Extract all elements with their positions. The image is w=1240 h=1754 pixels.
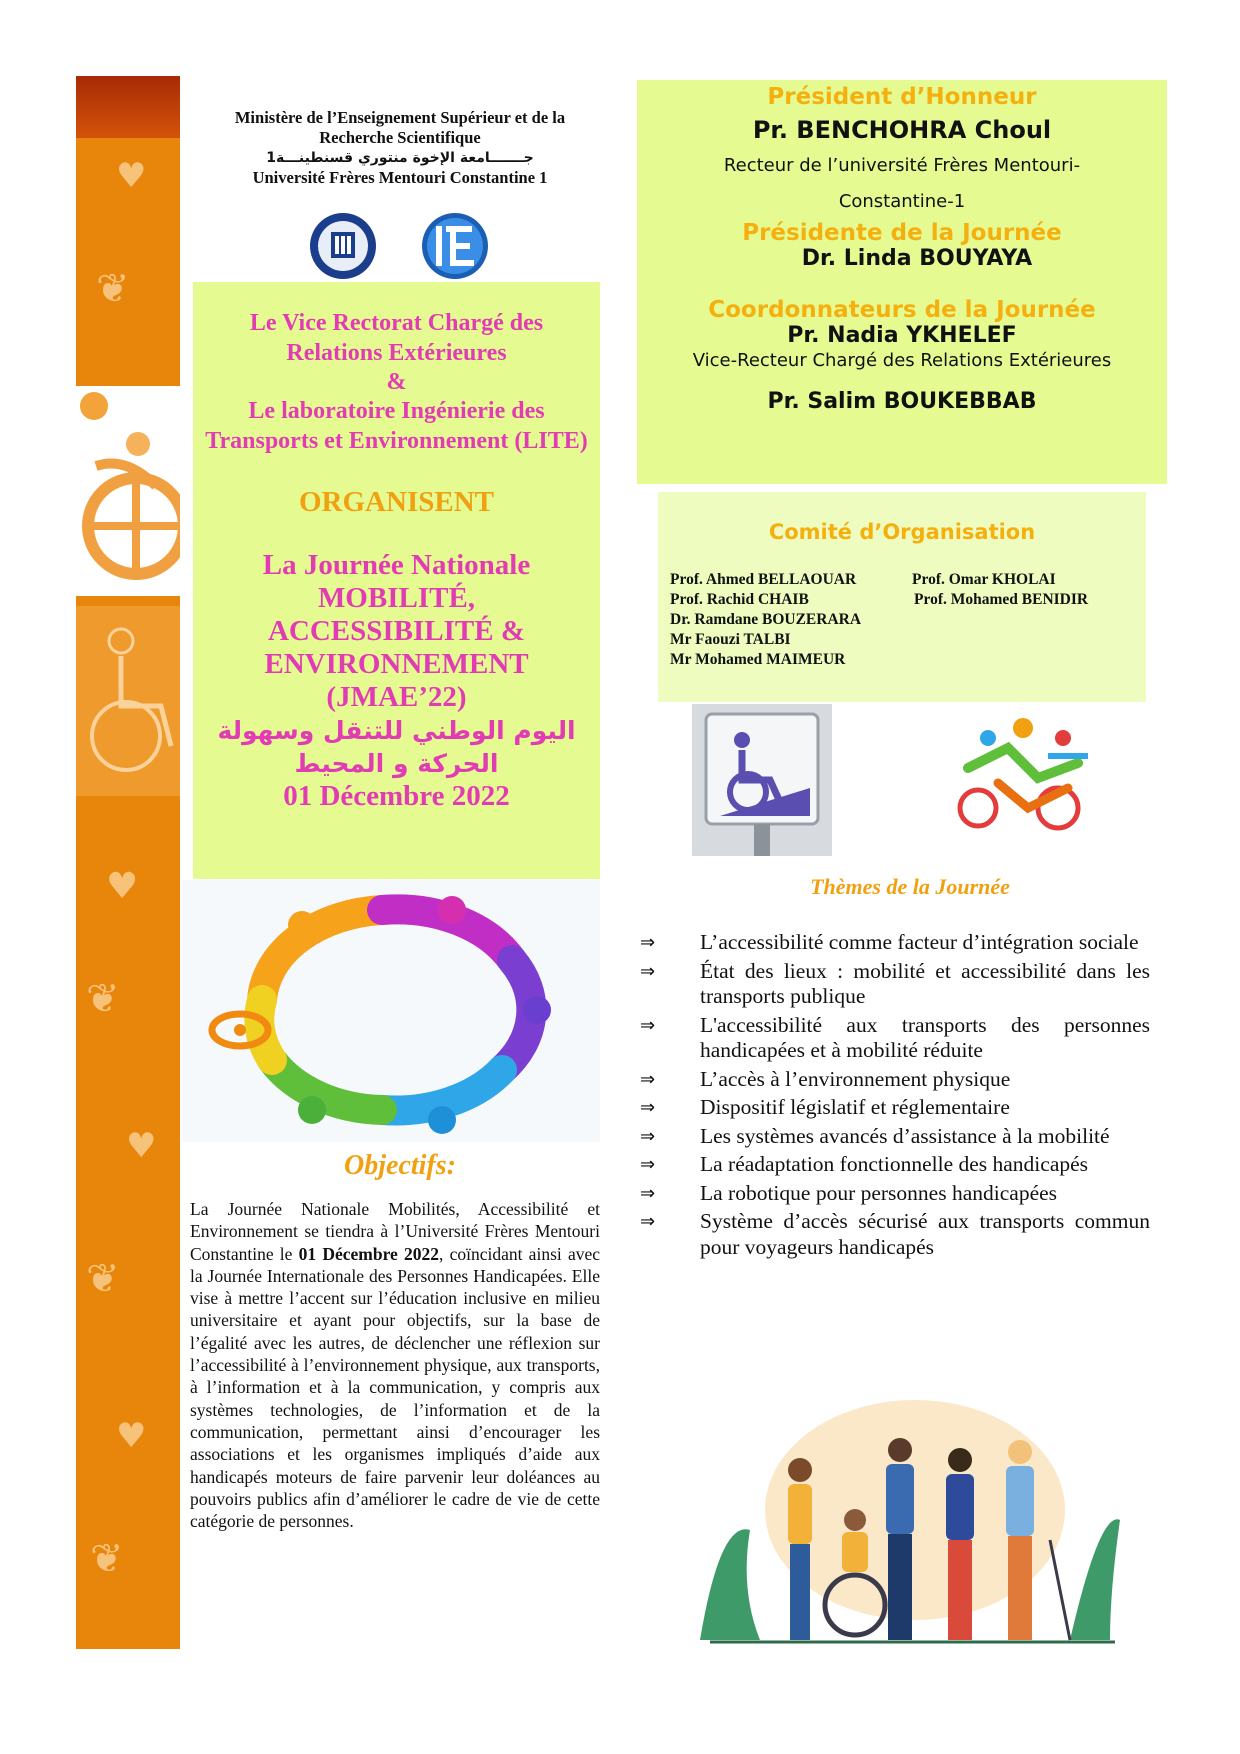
organisent-label: ORGANISENT bbox=[299, 486, 494, 518]
strip-wheelchair-panel bbox=[76, 386, 180, 596]
theme-text: Système d’accès sécurisé aux transports commun pour voyageurs handicapés bbox=[700, 1209, 1150, 1259]
themes-list bbox=[640, 930, 1150, 1263]
officials-panel bbox=[637, 80, 1167, 484]
theme-text: Les systèmes avancés d’assistance à la mobilité bbox=[700, 1123, 1110, 1148]
list-item bbox=[640, 1209, 1150, 1260]
theme-text: La robotique pour personnes handicapées bbox=[700, 1180, 1058, 1205]
arabic-university-name: جـــــــامعة الإخوة منتوري قسنطينـــة1 bbox=[266, 150, 534, 166]
coordinator-1-role: Vice-Recteur Chargé des Relations Extérieures bbox=[692, 350, 1112, 371]
diverse-people-icon bbox=[690, 1390, 1130, 1650]
arrow-icon: ⇒ bbox=[640, 1154, 656, 1175]
honor-name: Pr. BENCHOHRA Choul bbox=[752, 116, 1052, 144]
event-intro: La Journée Nationale bbox=[262, 549, 531, 581]
list-item bbox=[640, 1067, 1150, 1093]
committee-member: Mr Faouzi TALBI bbox=[670, 631, 791, 648]
objectives-date: 01 Décembre 2022 bbox=[298, 1243, 440, 1264]
list-item bbox=[640, 1152, 1150, 1178]
heart-icon: ♥ bbox=[126, 1126, 157, 1166]
themes-title: Thèmes de la Journée bbox=[810, 874, 1010, 899]
inclusion-circle-illustration bbox=[182, 880, 600, 1142]
theme-text: La réadaptation fonctionnelle des handicapés bbox=[700, 1152, 1089, 1176]
logos-row bbox=[300, 210, 500, 280]
theme-text: L’accessibilité comme facteur d’intégration sociale bbox=[700, 930, 1139, 954]
sports-people-icon bbox=[948, 708, 1098, 838]
event-arabic-name: اليوم الوطني للتنقل وسهولة الحركة و المحيط bbox=[217, 716, 576, 778]
arrow-icon: ⇒ bbox=[640, 1211, 656, 1232]
people-group-illustration bbox=[690, 1390, 1130, 1650]
arrow-icon: ⇒ bbox=[640, 960, 656, 982]
flourish-icon: ❦ bbox=[90, 1536, 124, 1582]
coordinators-title: Coordonnateurs de la Journée bbox=[708, 297, 1096, 323]
president-name: Dr. Linda BOUYAYA bbox=[801, 246, 1033, 271]
heart-icon: ♥ bbox=[106, 866, 139, 907]
lite-logo-icon bbox=[420, 210, 500, 280]
organizer-vice-rectorat: Le Vice Rectorat Chargé des Relations Extérieures bbox=[249, 310, 544, 366]
committee-panel bbox=[658, 492, 1146, 702]
theme-text: Dispositif législatif et réglementaire bbox=[700, 1095, 1010, 1119]
organizer-ampersand: & bbox=[386, 369, 407, 395]
list-item bbox=[640, 959, 1150, 1010]
event-name-line-1: MOBILITÉ, bbox=[317, 582, 476, 614]
event-name-line-3: ENVIRONNEMENT bbox=[264, 648, 529, 680]
heart-icon: ♥ bbox=[116, 156, 147, 196]
left-decorative-strip bbox=[76, 76, 180, 1649]
committee-member: Prof. Rachid CHAIB bbox=[670, 591, 809, 608]
arrow-icon: ⇒ bbox=[640, 932, 656, 953]
organizers-panel bbox=[193, 282, 600, 879]
university-name: Université Frères Mentouri Constantine 1 bbox=[252, 168, 548, 187]
committee-title: Comité d’Organisation bbox=[768, 520, 1036, 544]
list-item bbox=[640, 930, 1150, 956]
committee-member: Prof. Mohamed BENIDIR bbox=[914, 591, 1089, 608]
list-item bbox=[640, 1181, 1150, 1207]
event-acronym: (JMAE’22) bbox=[326, 681, 467, 713]
theme-text: L’accès à l’environnement physique bbox=[700, 1066, 1011, 1091]
objectives-text-part-1: La Journée Nationale Mobilités, Accessibilité et Environnement se tiendra à l’Université Frères Mentouri Constantine le bbox=[190, 1199, 600, 1264]
event-date: 01 Décembre 2022 bbox=[283, 780, 510, 812]
flourish-icon: ❦ bbox=[96, 266, 130, 312]
objectives-text-part-2: , coïncidant ainsi avec la Journée Internationale des Personnes Handicapées. Elle vise à mettre l’accent sur l’éducation inclusive en milieu universitaire et ayant pour objectifs, sur la base de l’égalité avec les autres, de déclencher une réflexion sur l’accessibilité à l’environnement physique, aux transports, à l’information et à la communication, y compris aux systèmes technologies, de l’information et de la communication, permettant ainsi d’encourager les associations et les organismes impliqués d’aide aux handicapés moteurs de faire parvenir leur doléances au pouvoirs publics afin d’améliorer le cadre de vie de cette catégorie de personnes. bbox=[190, 1243, 600, 1532]
adaptive-sports-illustration bbox=[948, 708, 1098, 838]
list-item bbox=[640, 1013, 1150, 1064]
arrow-icon: ⇒ bbox=[640, 1097, 656, 1118]
coordinator-1-name: Pr. Nadia YKHELEF bbox=[787, 323, 1017, 348]
committee-column-1 bbox=[670, 570, 861, 670]
theme-text: État des lieux : mobilité et accessibilité dans les transports publique bbox=[700, 958, 1150, 1008]
strip-wheelchair-outline-panel bbox=[76, 606, 180, 796]
institution-header bbox=[190, 108, 610, 188]
objectives-title: Objectifs: bbox=[344, 1150, 456, 1181]
theme-text: L'accessibilité aux transports des personnes handicapées et à mobilité réduite bbox=[700, 1012, 1150, 1062]
wheelchair-athlete-icon bbox=[76, 386, 180, 596]
honor-role: Recteur de l’université Frères Mentouri-Constantine-1 bbox=[723, 155, 1081, 212]
event-name-line-2: ACCESSIBILITÉ & bbox=[267, 615, 526, 647]
list-item bbox=[640, 1124, 1150, 1150]
people-circle-icon bbox=[182, 880, 600, 1142]
arrow-icon: ⇒ bbox=[640, 1182, 656, 1204]
objectives-text bbox=[190, 1198, 600, 1532]
flourish-icon: ❦ bbox=[86, 1256, 120, 1302]
committee-column-2 bbox=[912, 570, 1088, 610]
arrow-icon: ⇒ bbox=[640, 1014, 656, 1036]
arrow-icon: ⇒ bbox=[640, 1125, 656, 1147]
ministry-name: Ministère de l’Enseignement Supérieur et de la Recherche Scientifique bbox=[234, 108, 566, 147]
flourish-icon: ❦ bbox=[86, 976, 120, 1022]
committee-member: Mr Mohamed MAIMEUR bbox=[670, 651, 846, 668]
accessibility-sign-image bbox=[692, 704, 832, 856]
committee-member: Dr. Ramdane BOUZERARA bbox=[670, 611, 862, 628]
arrow-icon: ⇒ bbox=[640, 1068, 656, 1090]
president-title: Présidente de la Journée bbox=[742, 220, 1062, 246]
committee-member: Prof. Omar KHOLAI bbox=[912, 571, 1056, 588]
ramp-wheelchair-icon bbox=[692, 704, 832, 856]
committee-member: Prof. Ahmed BELLAOUAR bbox=[670, 571, 857, 588]
coordinator-2-name: Pr. Salim BOUKEBBAB bbox=[767, 389, 1037, 414]
heart-icon: ♥ bbox=[116, 1416, 147, 1456]
strip-top-band bbox=[76, 76, 180, 138]
organizer-laboratory: Le laboratoire Ingénierie des Transports et Environnement (LITE) bbox=[205, 398, 588, 454]
wheelchair-icon bbox=[76, 606, 180, 796]
honor-title: Président d’Honneur bbox=[767, 84, 1037, 110]
list-item bbox=[640, 1095, 1150, 1121]
